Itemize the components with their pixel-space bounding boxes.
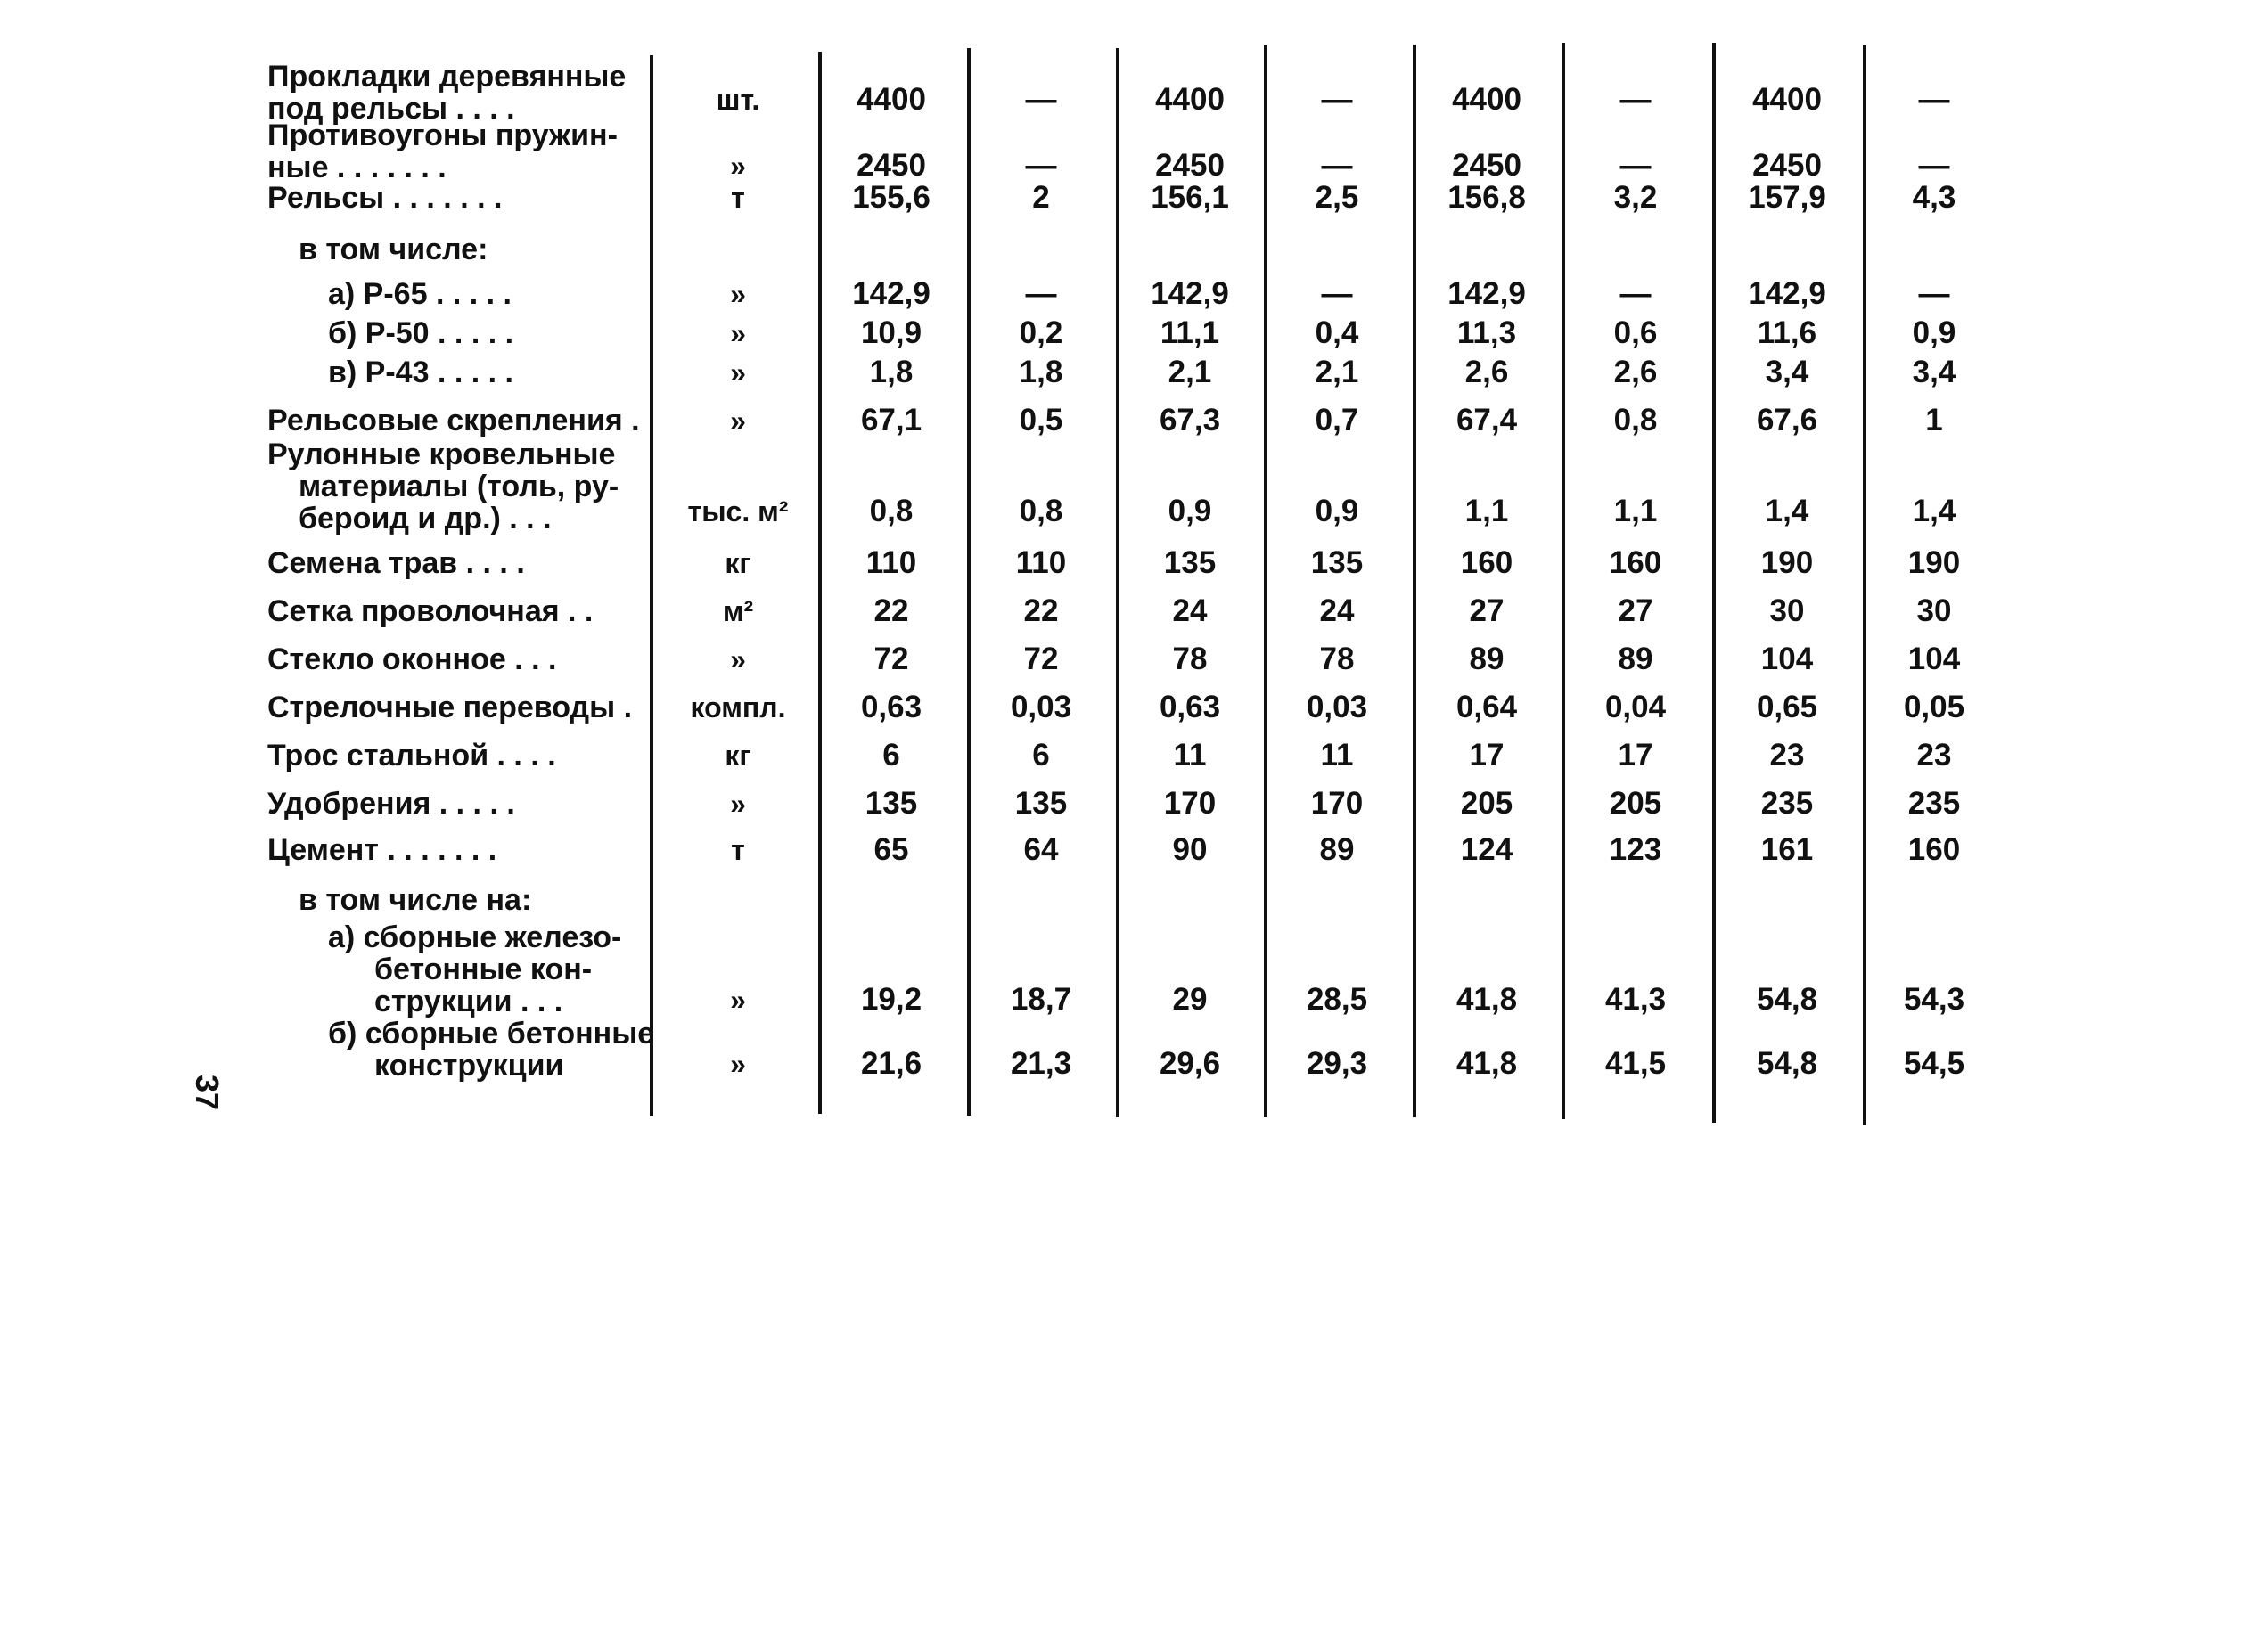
row-value: 23: [1916, 738, 1952, 773]
row-label: ные . . . . . . .: [267, 151, 447, 184]
row-value: 142,9: [1447, 276, 1526, 311]
row-label: Цемент . . . . . . .: [267, 833, 497, 867]
row-unit: кг: [725, 547, 751, 579]
row-value: 135: [1163, 545, 1217, 580]
row-label: в том числе на:: [299, 883, 532, 917]
row-value: 67,6: [1756, 403, 1818, 438]
row-value: —: [1025, 148, 1057, 183]
row-unit: »: [730, 643, 746, 675]
row-value: 29: [1172, 982, 1208, 1017]
row-label: Прокладки деревянные: [267, 60, 627, 94]
row-value: 89: [1319, 832, 1355, 867]
row-value: —: [1321, 276, 1353, 311]
row-value: 17: [1469, 738, 1505, 773]
row-value: 190: [1760, 545, 1814, 580]
row-value: 110: [1015, 545, 1067, 580]
row-label: материалы (толь, ру-: [299, 470, 619, 503]
row-value: 78: [1172, 642, 1208, 676]
row-unit: »: [730, 405, 746, 437]
row-value: 41,8: [1455, 982, 1518, 1017]
row-value: 3,2: [1613, 180, 1658, 215]
row-unit: »: [730, 788, 746, 820]
row-value: 2450: [1752, 148, 1822, 183]
row-unit: кг: [725, 740, 751, 772]
row-label: Рулонные кровельные: [267, 438, 616, 471]
row-value: —: [1918, 148, 1950, 183]
row-label: Противоугоны пружин-: [267, 119, 618, 152]
row-value: 0,9: [1315, 494, 1359, 528]
row-value: 4400: [1155, 82, 1225, 117]
row-value: 1,8: [1019, 355, 1063, 389]
row-label: б) сборные бетонные: [328, 1017, 655, 1051]
row-label: а) Р-65 . . . . .: [328, 277, 512, 311]
row-value: —: [1918, 82, 1950, 117]
row-label: Удобрения . . . . .: [267, 787, 515, 821]
row-value: 160: [1609, 545, 1662, 580]
row-value: 156,8: [1447, 180, 1526, 215]
row-value: 0,65: [1756, 690, 1818, 724]
row-value: 0,5: [1019, 403, 1063, 438]
row-value: 155,6: [852, 180, 931, 215]
row-unit: шт.: [716, 84, 760, 116]
row-value: 0,8: [869, 494, 914, 528]
row-value: 65: [873, 832, 909, 867]
row-label: а) сборные железо-: [328, 920, 622, 954]
row-unit: »: [730, 356, 746, 388]
row-value: 67,3: [1159, 403, 1221, 438]
row-value: —: [1025, 276, 1057, 311]
row-unit: м²: [722, 595, 754, 627]
row-unit: компл.: [690, 691, 786, 724]
row-value: 4400: [857, 82, 926, 117]
row-value: 0,64: [1455, 690, 1518, 724]
row-value: 190: [1907, 545, 1961, 580]
row-value: 64: [1023, 832, 1059, 867]
row-value: 27: [1469, 593, 1505, 628]
row-value: 11: [1320, 738, 1354, 773]
row-value: 142,9: [1748, 276, 1826, 311]
row-value: 41,5: [1604, 1046, 1667, 1081]
row-value: 22: [1023, 593, 1059, 628]
row-value: 160: [1907, 832, 1961, 867]
row-value: 0,63: [860, 690, 922, 724]
row-value: —: [1321, 148, 1353, 183]
row-label: под рельсы . . . .: [267, 92, 515, 126]
row-value: 0,7: [1315, 403, 1359, 438]
row-label: Рельсы . . . . . . .: [267, 181, 503, 215]
row-unit: »: [730, 150, 746, 182]
row-value: 0,9: [1168, 494, 1212, 528]
row-value: 18,7: [1010, 982, 1072, 1017]
row-value: 135: [865, 786, 918, 821]
row-value: 30: [1769, 593, 1805, 628]
row-value: 157,9: [1748, 180, 1826, 215]
row-value: 110: [865, 545, 917, 580]
row-value: 104: [1907, 642, 1961, 676]
row-value: 30: [1916, 593, 1952, 628]
row-label: струкции . . .: [374, 985, 563, 1018]
row-value: 11,1: [1160, 315, 1220, 350]
row-value: 29,3: [1306, 1046, 1368, 1081]
row-value: 11: [1173, 738, 1207, 773]
row-value: 2,1: [1315, 355, 1359, 389]
row-value: 0,05: [1903, 690, 1965, 724]
row-value: 19,2: [860, 982, 922, 1017]
row-value: 67,1: [860, 403, 922, 438]
row-value: 0,6: [1613, 315, 1658, 350]
row-value: 72: [1023, 642, 1059, 676]
row-value: 41,3: [1604, 982, 1667, 1017]
row-value: 1,1: [1464, 494, 1509, 528]
row-unit: т: [731, 834, 745, 866]
row-value: 161: [1760, 832, 1814, 867]
row-label: Семена трав . . . .: [267, 546, 525, 580]
row-value: 72: [873, 642, 909, 676]
row-value: 22: [873, 593, 909, 628]
row-label: Сетка проволочная . .: [267, 594, 594, 628]
row-label: бетонные кон-: [374, 953, 593, 986]
row-value: 21,6: [860, 1046, 922, 1081]
row-value: 2,6: [1464, 355, 1509, 389]
row-value: 89: [1469, 642, 1505, 676]
row-value: 123: [1609, 832, 1662, 867]
row-value: 2: [1032, 180, 1050, 215]
row-label: Трос стальной . . . .: [267, 739, 556, 773]
row-value: 17: [1618, 738, 1653, 773]
row-value: 2,6: [1613, 355, 1658, 389]
row-value: 142,9: [852, 276, 931, 311]
row-value: 11,3: [1456, 315, 1517, 350]
row-value: 54,5: [1903, 1046, 1965, 1081]
row-value: —: [1025, 82, 1057, 117]
row-label: в том числе:: [299, 233, 488, 266]
row-value: 0,8: [1613, 403, 1658, 438]
row-value: 160: [1460, 545, 1513, 580]
row-value: 0,8: [1019, 494, 1063, 528]
row-value: 4400: [1752, 82, 1822, 117]
row-value: 3,4: [1912, 355, 1956, 389]
row-value: 2,1: [1168, 355, 1212, 389]
row-value: 6: [882, 738, 900, 773]
row-value: 124: [1460, 832, 1513, 867]
row-value: —: [1619, 276, 1652, 311]
row-value: 89: [1618, 642, 1653, 676]
row-value: 54,8: [1756, 982, 1818, 1017]
row-unit: »: [730, 317, 746, 349]
row-value: 11,6: [1757, 315, 1817, 350]
row-value: —: [1918, 276, 1950, 311]
row-value: 0,2: [1019, 315, 1063, 350]
row-value: 24: [1319, 593, 1355, 628]
row-label: Стекло оконное . . .: [267, 642, 557, 676]
row-value: 170: [1310, 786, 1364, 821]
row-value: 4400: [1452, 82, 1521, 117]
row-value: 1,1: [1613, 494, 1658, 528]
row-value: 27: [1618, 593, 1653, 628]
row-value: 3,4: [1765, 355, 1809, 389]
row-value: 1,8: [869, 355, 914, 389]
row-label: Рельсовые скрепления .: [267, 404, 640, 438]
row-value: 235: [1760, 786, 1814, 821]
row-value: 104: [1760, 642, 1814, 676]
row-value: 0,63: [1159, 690, 1221, 724]
row-value: 2450: [1452, 148, 1521, 183]
row-value: 2450: [1155, 148, 1225, 183]
row-value: 21,3: [1010, 1046, 1072, 1081]
row-value: 1,4: [1765, 494, 1809, 528]
table-column-rule: [650, 55, 653, 1116]
row-unit: тыс. м²: [687, 495, 789, 527]
row-value: 1,4: [1912, 494, 1956, 528]
row-value: 0,4: [1315, 315, 1359, 350]
row-value: 28,5: [1306, 982, 1368, 1017]
row-value: 0,03: [1306, 690, 1368, 724]
row-value: 205: [1609, 786, 1662, 821]
row-value: 41,8: [1455, 1046, 1518, 1081]
row-label: в) Р-43 . . . . .: [328, 356, 513, 389]
row-value: —: [1321, 82, 1353, 117]
row-value: 2,5: [1315, 180, 1359, 215]
row-unit: т: [731, 182, 745, 214]
row-value: 0,04: [1604, 690, 1667, 724]
row-value: 23: [1769, 738, 1805, 773]
row-value: 235: [1907, 786, 1961, 821]
row-value: 135: [1310, 545, 1364, 580]
row-label: конструкции: [374, 1049, 564, 1083]
row-label: б) Р-50 . . . . .: [328, 316, 514, 350]
row-value: 1: [1925, 403, 1943, 438]
row-label: Стрелочные переводы .: [267, 691, 633, 724]
row-value: 90: [1172, 832, 1208, 867]
row-value: 29,6: [1159, 1046, 1221, 1081]
row-value: 0,9: [1912, 315, 1956, 350]
row-value: 24: [1172, 593, 1208, 628]
row-value: 54,8: [1756, 1046, 1818, 1081]
row-value: —: [1619, 82, 1652, 117]
row-value: —: [1619, 148, 1652, 183]
row-value: 142,9: [1151, 276, 1229, 311]
row-label: бероид и др.) . . .: [299, 502, 552, 536]
row-unit: »: [730, 1048, 746, 1080]
row-unit: »: [730, 278, 746, 310]
row-value: 4,3: [1912, 180, 1956, 215]
row-value: 156,1: [1151, 180, 1229, 215]
row-value: 205: [1460, 786, 1513, 821]
row-value: 54,3: [1903, 982, 1965, 1017]
row-value: 170: [1163, 786, 1217, 821]
row-value: 135: [1014, 786, 1068, 821]
page-number: 37: [189, 1074, 226, 1111]
row-value: 67,4: [1455, 403, 1518, 438]
row-unit: »: [730, 984, 746, 1016]
row-value: 2450: [857, 148, 926, 183]
row-value: 0,03: [1010, 690, 1072, 724]
row-value: 6: [1032, 738, 1050, 773]
row-value: 10,9: [860, 315, 922, 350]
row-value: 78: [1319, 642, 1355, 676]
